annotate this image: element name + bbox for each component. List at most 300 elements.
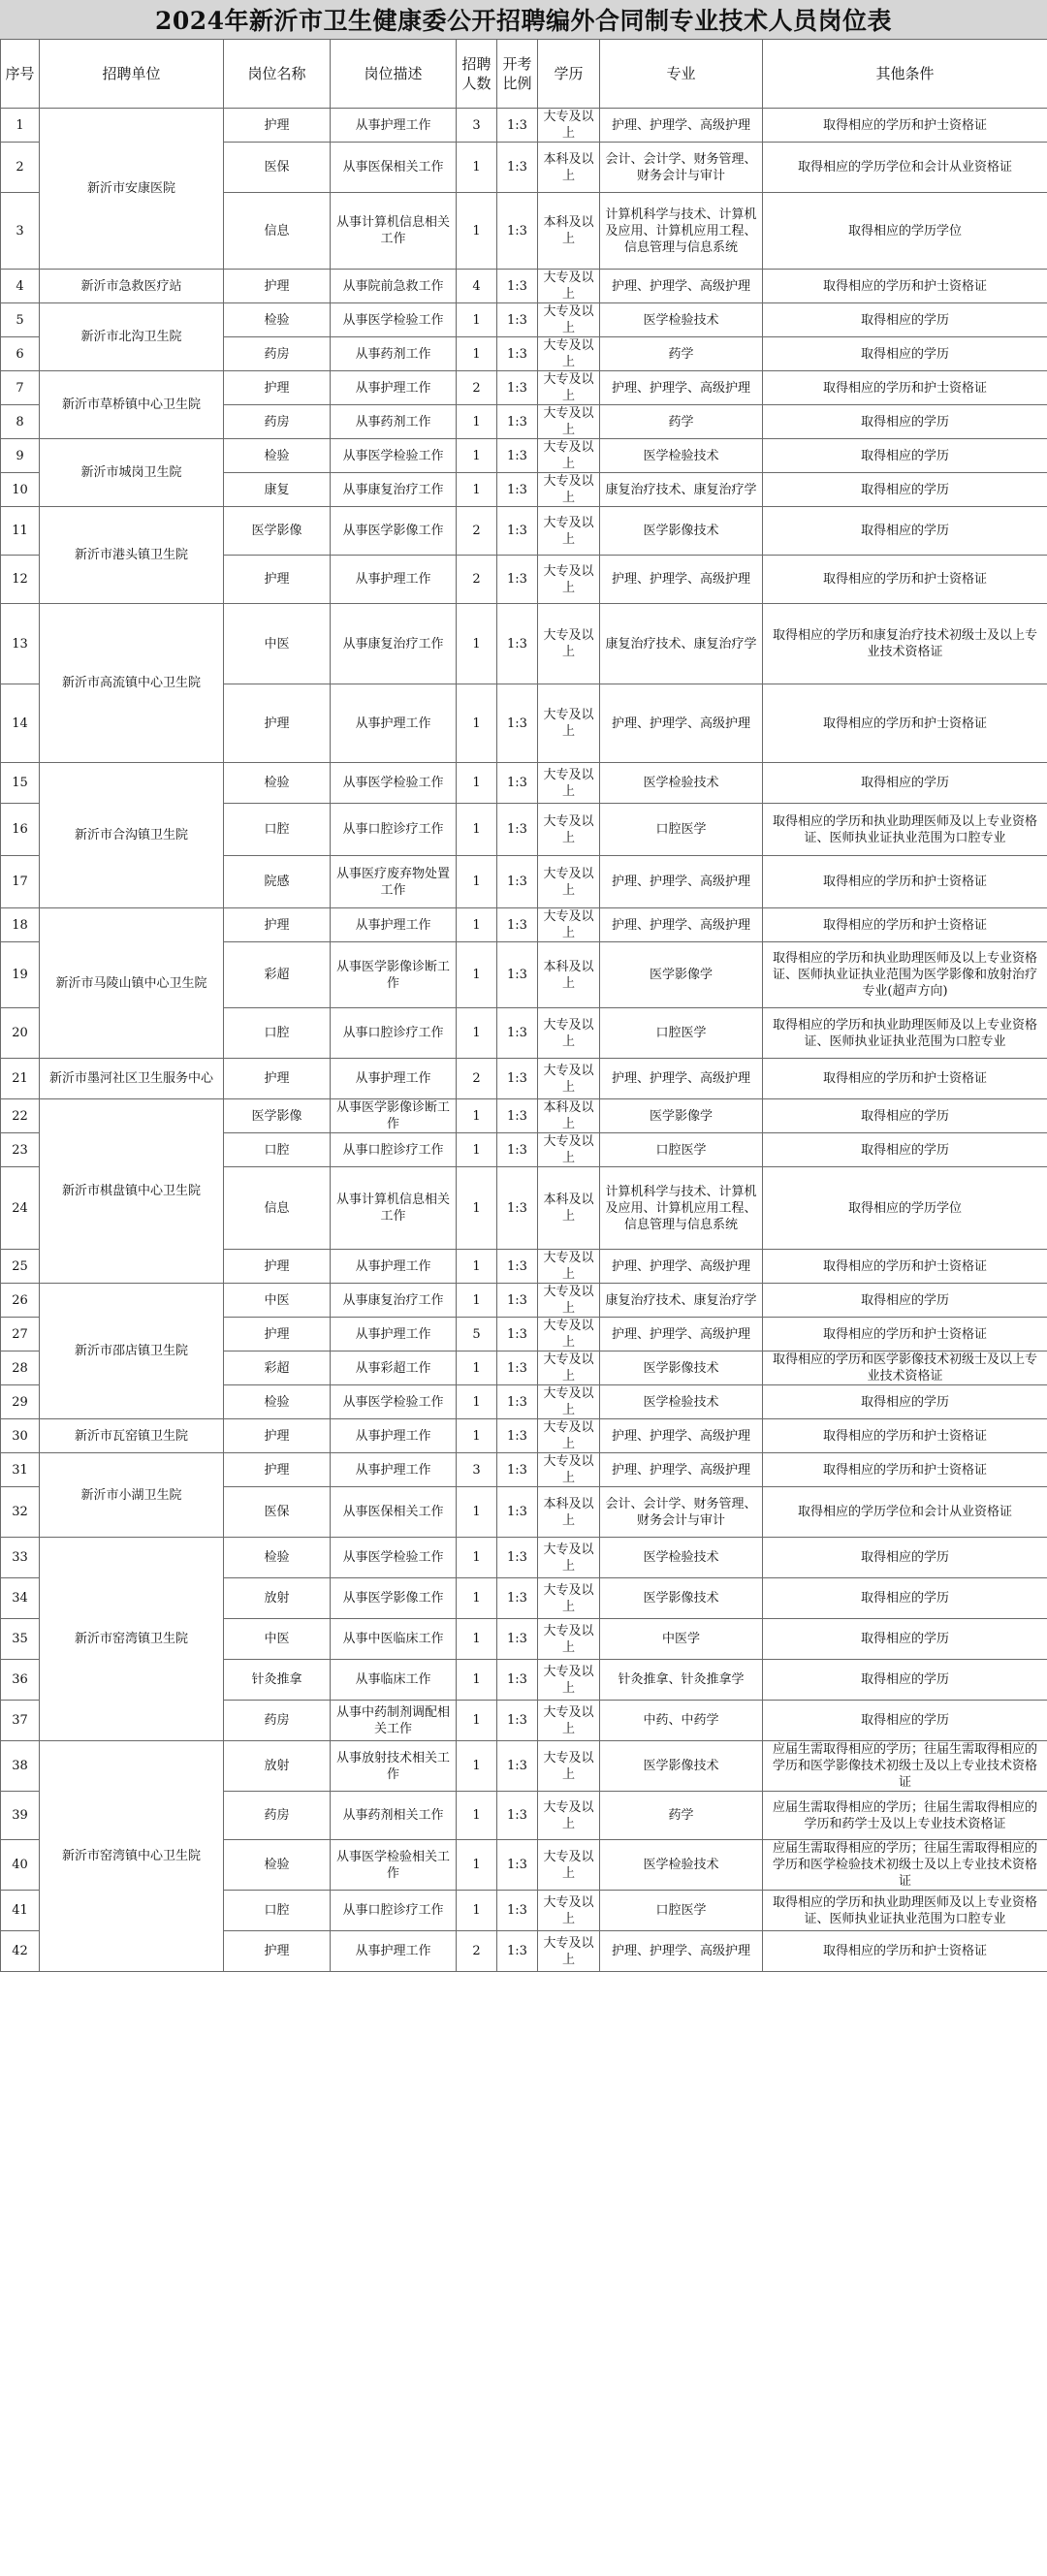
education: 大专及以上 [538, 1453, 600, 1487]
table-row [1, 439, 1047, 473]
hiring-count: 1 [457, 303, 497, 337]
other-conditions: 取得相应的学历和护士资格证 [763, 270, 1047, 303]
education: 本科及以上 [538, 1099, 600, 1133]
position-name: 护理 [224, 1318, 331, 1352]
other-conditions: 取得相应的学历 [763, 1660, 1047, 1701]
exam-ratio: 1:3 [497, 1099, 538, 1133]
hiring-unit: 新沂市安康医院 [40, 109, 224, 270]
header-seq: 序号 [1, 40, 40, 109]
position-name: 医学影像 [224, 1099, 331, 1133]
position-name: 检验 [224, 1538, 331, 1578]
exam-ratio: 1:3 [497, 193, 538, 270]
position-name: 护理 [224, 1453, 331, 1487]
position-name: 康复 [224, 473, 331, 507]
other-conditions: 取得相应的学历和护士资格证 [763, 1931, 1047, 1972]
education: 大专及以上 [538, 1660, 600, 1701]
exam-ratio: 1:3 [497, 763, 538, 804]
other-conditions: 取得相应的学历和护士资格证 [763, 1318, 1047, 1352]
table-row [1, 1059, 1047, 1099]
other-conditions: 取得相应的学历 [763, 337, 1047, 371]
education: 大专及以上 [538, 337, 600, 371]
hiring-count: 1 [457, 1891, 497, 1931]
row-number: 26 [1, 1284, 40, 1318]
table-row [1, 908, 1047, 942]
major: 医学影像技术 [600, 1352, 763, 1385]
education: 大专及以上 [538, 856, 600, 908]
row-number: 18 [1, 908, 40, 942]
exam-ratio: 1:3 [497, 371, 538, 405]
major: 康复治疗技术、康复治疗学 [600, 1284, 763, 1318]
hiring-count: 1 [457, 908, 497, 942]
job-description: 从事医保相关工作 [331, 1487, 457, 1538]
major: 护理、护理学、高级护理 [600, 1931, 763, 1972]
title-bar [0, 0, 1047, 40]
education: 大专及以上 [538, 1792, 600, 1840]
hiring-unit: 新沂市急救医疗站 [40, 270, 224, 303]
major: 医学影像技术 [600, 1741, 763, 1792]
header-count: 招聘人数 [457, 40, 497, 109]
row-number: 42 [1, 1931, 40, 1972]
position-name: 中医 [224, 1619, 331, 1660]
hiring-count: 2 [457, 507, 497, 556]
table-row [1, 1099, 1047, 1133]
position-name: 护理 [224, 371, 331, 405]
job-description: 从事医学检验工作 [331, 1385, 457, 1419]
row-number: 41 [1, 1891, 40, 1931]
hiring-count: 1 [457, 942, 497, 1008]
row-number: 36 [1, 1660, 40, 1701]
exam-ratio: 1:3 [497, 1133, 538, 1167]
position-name: 护理 [224, 1250, 331, 1284]
exam-ratio: 1:3 [497, 1318, 538, 1352]
row-number: 30 [1, 1419, 40, 1453]
job-description: 从事口腔诊疗工作 [331, 1008, 457, 1059]
job-description: 从事彩超工作 [331, 1352, 457, 1385]
row-number: 6 [1, 337, 40, 371]
hiring-count: 1 [457, 1487, 497, 1538]
hiring-count: 1 [457, 405, 497, 439]
row-number: 9 [1, 439, 40, 473]
position-name: 检验 [224, 303, 331, 337]
hiring-unit: 新沂市窑湾镇中心卫生院 [40, 1741, 224, 1972]
major: 药学 [600, 1792, 763, 1840]
major: 计算机科学与技术、计算机及应用、计算机应用工程、信息管理与信息系统 [600, 193, 763, 270]
hiring-count: 1 [457, 1385, 497, 1419]
major: 康复治疗技术、康复治疗学 [600, 604, 763, 684]
other-conditions: 取得相应的学历 [763, 439, 1047, 473]
row-number: 7 [1, 371, 40, 405]
table-row [1, 371, 1047, 405]
row-number: 32 [1, 1487, 40, 1538]
exam-ratio: 1:3 [497, 1419, 538, 1453]
exam-ratio: 1:3 [497, 1487, 538, 1538]
education: 大专及以上 [538, 303, 600, 337]
position-name: 口腔 [224, 1133, 331, 1167]
major: 中医学 [600, 1619, 763, 1660]
exam-ratio: 1:3 [497, 1660, 538, 1701]
row-number: 8 [1, 405, 40, 439]
major: 口腔医学 [600, 804, 763, 856]
education: 大专及以上 [538, 1318, 600, 1352]
row-number: 11 [1, 507, 40, 556]
other-conditions: 取得相应的学历和护士资格证 [763, 908, 1047, 942]
row-number: 31 [1, 1453, 40, 1487]
position-name: 护理 [224, 1931, 331, 1972]
major: 医学影像技术 [600, 507, 763, 556]
row-number: 12 [1, 556, 40, 604]
other-conditions: 应届生需取得相应的学历；往届生需取得相应的学历和医学检验技术初级士及以上专业技术资格证 [763, 1840, 1047, 1891]
hiring-count: 1 [457, 1419, 497, 1453]
table-row [1, 109, 1047, 143]
exam-ratio: 1:3 [497, 405, 538, 439]
hiring-count: 1 [457, 1538, 497, 1578]
education: 大专及以上 [538, 604, 600, 684]
other-conditions: 取得相应的学历 [763, 1284, 1047, 1318]
hiring-count: 1 [457, 439, 497, 473]
major: 护理、护理学、高级护理 [600, 684, 763, 763]
row-number: 10 [1, 473, 40, 507]
exam-ratio: 1:3 [497, 1284, 538, 1318]
hiring-count: 1 [457, 1284, 497, 1318]
education: 本科及以上 [538, 1167, 600, 1250]
education: 大专及以上 [538, 1284, 600, 1318]
education: 大专及以上 [538, 684, 600, 763]
exam-ratio: 1:3 [497, 942, 538, 1008]
job-description: 从事口腔诊疗工作 [331, 1891, 457, 1931]
exam-ratio: 1:3 [497, 507, 538, 556]
job-description: 从事康复治疗工作 [331, 473, 457, 507]
education: 大专及以上 [538, 908, 600, 942]
table-row [1, 507, 1047, 556]
exam-ratio: 1:3 [497, 1741, 538, 1792]
exam-ratio: 1:3 [497, 1792, 538, 1840]
position-name: 检验 [224, 763, 331, 804]
exam-ratio: 1:3 [497, 1352, 538, 1385]
row-number: 27 [1, 1318, 40, 1352]
exam-ratio: 1:3 [497, 303, 538, 337]
exam-ratio: 1:3 [497, 908, 538, 942]
job-description: 从事医学检验工作 [331, 763, 457, 804]
education: 大专及以上 [538, 473, 600, 507]
other-conditions: 取得相应的学历 [763, 1133, 1047, 1167]
row-number: 13 [1, 604, 40, 684]
hiring-count: 1 [457, 856, 497, 908]
table-row [1, 763, 1047, 804]
other-conditions: 取得相应的学历 [763, 1578, 1047, 1619]
hiring-count: 1 [457, 473, 497, 507]
major: 中药、中药学 [600, 1701, 763, 1741]
hiring-count: 4 [457, 270, 497, 303]
header-education: 学历 [538, 40, 600, 109]
header-major: 专业 [600, 40, 763, 109]
job-description: 从事护理工作 [331, 1059, 457, 1099]
exam-ratio: 1:3 [497, 856, 538, 908]
job-description: 从事护理工作 [331, 1931, 457, 1972]
education: 大专及以上 [538, 1250, 600, 1284]
education: 大专及以上 [538, 763, 600, 804]
education: 大专及以上 [538, 1840, 600, 1891]
position-name: 检验 [224, 1385, 331, 1419]
row-number: 28 [1, 1352, 40, 1385]
other-conditions: 取得相应的学历和执业助理医师及以上专业资格证、医师执业证执业范围为口腔专业 [763, 1008, 1047, 1059]
exam-ratio: 1:3 [497, 1619, 538, 1660]
position-name: 中医 [224, 1284, 331, 1318]
education: 大专及以上 [538, 1619, 600, 1660]
exam-ratio: 1:3 [497, 1538, 538, 1578]
row-number: 14 [1, 684, 40, 763]
major: 康复治疗技术、康复治疗学 [600, 473, 763, 507]
job-description: 从事中药制剂调配相关工作 [331, 1701, 457, 1741]
job-description: 从事药剂工作 [331, 337, 457, 371]
position-name: 护理 [224, 908, 331, 942]
row-number: 40 [1, 1840, 40, 1891]
hiring-count: 3 [457, 109, 497, 143]
header-ratio: 开考比例 [497, 40, 538, 109]
job-description: 从事计算机信息相关工作 [331, 193, 457, 270]
hiring-count: 1 [457, 684, 497, 763]
other-conditions: 取得相应的学历和护士资格证 [763, 1453, 1047, 1487]
other-conditions: 取得相应的学历 [763, 763, 1047, 804]
position-name: 医学影像 [224, 507, 331, 556]
hiring-count: 5 [457, 1318, 497, 1352]
hiring-unit: 新沂市棋盘镇中心卫生院 [40, 1099, 224, 1284]
other-conditions: 取得相应的学历 [763, 405, 1047, 439]
row-number: 20 [1, 1008, 40, 1059]
job-description: 从事医学影像工作 [331, 507, 457, 556]
job-description: 从事中医临床工作 [331, 1619, 457, 1660]
position-name: 针灸推拿 [224, 1660, 331, 1701]
job-description: 从事医学影像工作 [331, 1578, 457, 1619]
other-conditions: 取得相应的学历和护士资格证 [763, 371, 1047, 405]
other-conditions: 应届生需取得相应的学历；往届生需取得相应的学历和医学影像技术初级士及以上专业技术资格证 [763, 1741, 1047, 1792]
row-number: 24 [1, 1167, 40, 1250]
exam-ratio: 1:3 [497, 804, 538, 856]
row-number: 2 [1, 143, 40, 193]
job-description: 从事医学检验工作 [331, 303, 457, 337]
table-row [1, 1538, 1047, 1578]
major: 口腔医学 [600, 1891, 763, 1931]
major: 护理、护理学、高级护理 [600, 1453, 763, 1487]
major: 护理、护理学、高级护理 [600, 1059, 763, 1099]
job-description: 从事计算机信息相关工作 [331, 1167, 457, 1250]
major: 医学检验技术 [600, 1538, 763, 1578]
hiring-count: 1 [457, 1701, 497, 1741]
header-unit: 招聘单位 [40, 40, 224, 109]
other-conditions: 取得相应的学历 [763, 1099, 1047, 1133]
job-description: 从事医学检验工作 [331, 1538, 457, 1578]
hiring-count: 1 [457, 1840, 497, 1891]
position-name: 护理 [224, 556, 331, 604]
row-number: 34 [1, 1578, 40, 1619]
other-conditions: 取得相应的学历学位 [763, 1167, 1047, 1250]
position-name: 信息 [224, 193, 331, 270]
other-conditions: 取得相应的学历学位和会计从业资格证 [763, 1487, 1047, 1538]
other-conditions: 取得相应的学历和护士资格证 [763, 1059, 1047, 1099]
hiring-count: 3 [457, 1453, 497, 1487]
position-name: 信息 [224, 1167, 331, 1250]
hiring-count: 1 [457, 1099, 497, 1133]
other-conditions: 取得相应的学历 [763, 1538, 1047, 1578]
hiring-count: 1 [457, 143, 497, 193]
exam-ratio: 1:3 [497, 1385, 538, 1419]
education: 大专及以上 [538, 270, 600, 303]
education: 大专及以上 [538, 439, 600, 473]
row-number: 21 [1, 1059, 40, 1099]
major: 医学影像技术 [600, 1578, 763, 1619]
hiring-count: 1 [457, 1619, 497, 1660]
row-number: 25 [1, 1250, 40, 1284]
row-number: 19 [1, 942, 40, 1008]
other-conditions: 取得相应的学历学位和会计从业资格证 [763, 143, 1047, 193]
major: 护理、护理学、高级护理 [600, 1250, 763, 1284]
exam-ratio: 1:3 [497, 143, 538, 193]
education: 大专及以上 [538, 1538, 600, 1578]
major: 医学影像学 [600, 942, 763, 1008]
major: 计算机科学与技术、计算机及应用、计算机应用工程、信息管理与信息系统 [600, 1167, 763, 1250]
table-body [1, 109, 1047, 1972]
other-conditions: 取得相应的学历 [763, 1701, 1047, 1741]
position-name: 口腔 [224, 1891, 331, 1931]
job-description: 从事护理工作 [331, 556, 457, 604]
row-number: 4 [1, 270, 40, 303]
job-description: 从事口腔诊疗工作 [331, 1133, 457, 1167]
position-name: 放射 [224, 1578, 331, 1619]
job-description: 从事护理工作 [331, 1453, 457, 1487]
other-conditions: 取得相应的学历 [763, 473, 1047, 507]
education: 大专及以上 [538, 109, 600, 143]
row-number: 37 [1, 1701, 40, 1741]
other-conditions: 取得相应的学历和执业助理医师及以上专业资格证、医师执业证执业范围为口腔专业 [763, 1891, 1047, 1931]
other-conditions: 取得相应的学历 [763, 1619, 1047, 1660]
position-name: 护理 [224, 270, 331, 303]
table-row [1, 1453, 1047, 1487]
major: 药学 [600, 405, 763, 439]
job-description: 从事医疗废弃物处置工作 [331, 856, 457, 908]
other-conditions: 取得相应的学历学位 [763, 193, 1047, 270]
position-name: 药房 [224, 1792, 331, 1840]
table-row [1, 604, 1047, 684]
education: 本科及以上 [538, 193, 600, 270]
major: 护理、护理学、高级护理 [600, 908, 763, 942]
position-name: 检验 [224, 439, 331, 473]
position-name: 放射 [224, 1741, 331, 1792]
education: 大专及以上 [538, 405, 600, 439]
education: 大专及以上 [538, 556, 600, 604]
job-description: 从事医学检验相关工作 [331, 1840, 457, 1891]
position-name: 彩超 [224, 942, 331, 1008]
education: 大专及以上 [538, 1133, 600, 1167]
other-conditions: 取得相应的学历和护士资格证 [763, 109, 1047, 143]
position-name: 护理 [224, 109, 331, 143]
hiring-unit: 新沂市窑湾镇卫生院 [40, 1538, 224, 1741]
exam-ratio: 1:3 [497, 473, 538, 507]
education: 大专及以上 [538, 1578, 600, 1619]
other-conditions: 取得相应的学历和康复治疗技术初级士及以上专业技术资格证 [763, 604, 1047, 684]
other-conditions: 应届生需取得相应的学历；往届生需取得相应的学历和药学士及以上专业技术资格证 [763, 1792, 1047, 1840]
education: 大专及以上 [538, 1059, 600, 1099]
job-description: 从事药剂工作 [331, 405, 457, 439]
table-row [1, 1284, 1047, 1318]
exam-ratio: 1:3 [497, 1891, 538, 1931]
table-header-row [1, 40, 1047, 109]
other-conditions: 取得相应的学历和护士资格证 [763, 556, 1047, 604]
exam-ratio: 1:3 [497, 1453, 538, 1487]
education: 大专及以上 [538, 804, 600, 856]
exam-ratio: 1:3 [497, 270, 538, 303]
hiring-count: 1 [457, 1578, 497, 1619]
position-name: 口腔 [224, 804, 331, 856]
job-description: 从事药剂相关工作 [331, 1792, 457, 1840]
job-description: 从事临床工作 [331, 1660, 457, 1701]
position-name: 中医 [224, 604, 331, 684]
row-number: 16 [1, 804, 40, 856]
major: 护理、护理学、高级护理 [600, 856, 763, 908]
row-number: 1 [1, 109, 40, 143]
header-conditions: 其他条件 [763, 40, 1047, 109]
major: 医学检验技术 [600, 763, 763, 804]
row-number: 23 [1, 1133, 40, 1167]
major: 针灸推拿、针灸推拿学 [600, 1660, 763, 1701]
row-number: 38 [1, 1741, 40, 1792]
major: 护理、护理学、高级护理 [600, 371, 763, 405]
education: 大专及以上 [538, 507, 600, 556]
exam-ratio: 1:3 [497, 1008, 538, 1059]
hiring-count: 1 [457, 1741, 497, 1792]
education: 本科及以上 [538, 143, 600, 193]
education: 本科及以上 [538, 1487, 600, 1538]
major: 医学检验技术 [600, 439, 763, 473]
major: 护理、护理学、高级护理 [600, 556, 763, 604]
job-description: 从事医学影像诊断工作 [331, 942, 457, 1008]
page-title: 2024年新沂市卫生健康委公开招聘编外合同制专业技术人员岗位表 [154, 7, 893, 35]
job-description: 从事康复治疗工作 [331, 604, 457, 684]
job-description: 从事院前急救工作 [331, 270, 457, 303]
job-description: 从事护理工作 [331, 1250, 457, 1284]
job-description: 从事护理工作 [331, 1419, 457, 1453]
job-description: 从事放射技术相关工作 [331, 1741, 457, 1792]
table-row [1, 1419, 1047, 1453]
exam-ratio: 1:3 [497, 1840, 538, 1891]
exam-ratio: 1:3 [497, 604, 538, 684]
other-conditions: 取得相应的学历和护士资格证 [763, 1419, 1047, 1453]
job-description: 从事护理工作 [331, 684, 457, 763]
row-number: 29 [1, 1385, 40, 1419]
education: 大专及以上 [538, 1352, 600, 1385]
exam-ratio: 1:3 [497, 1578, 538, 1619]
hiring-count: 1 [457, 1008, 497, 1059]
major: 护理、护理学、高级护理 [600, 109, 763, 143]
major: 护理、护理学、高级护理 [600, 1318, 763, 1352]
position-name: 护理 [224, 684, 331, 763]
position-name: 药房 [224, 405, 331, 439]
education: 大专及以上 [538, 1931, 600, 1972]
major: 药学 [600, 337, 763, 371]
major: 医学影像学 [600, 1099, 763, 1133]
position-name: 检验 [224, 1840, 331, 1891]
hiring-count: 1 [457, 804, 497, 856]
education: 大专及以上 [538, 371, 600, 405]
position-name: 护理 [224, 1419, 331, 1453]
hiring-count: 1 [457, 1792, 497, 1840]
major: 医学检验技术 [600, 1840, 763, 1891]
education: 大专及以上 [538, 1701, 600, 1741]
exam-ratio: 1:3 [497, 1250, 538, 1284]
education: 大专及以上 [538, 1891, 600, 1931]
major: 护理、护理学、高级护理 [600, 270, 763, 303]
job-description: 从事口腔诊疗工作 [331, 804, 457, 856]
position-name: 彩超 [224, 1352, 331, 1385]
job-description: 从事护理工作 [331, 908, 457, 942]
